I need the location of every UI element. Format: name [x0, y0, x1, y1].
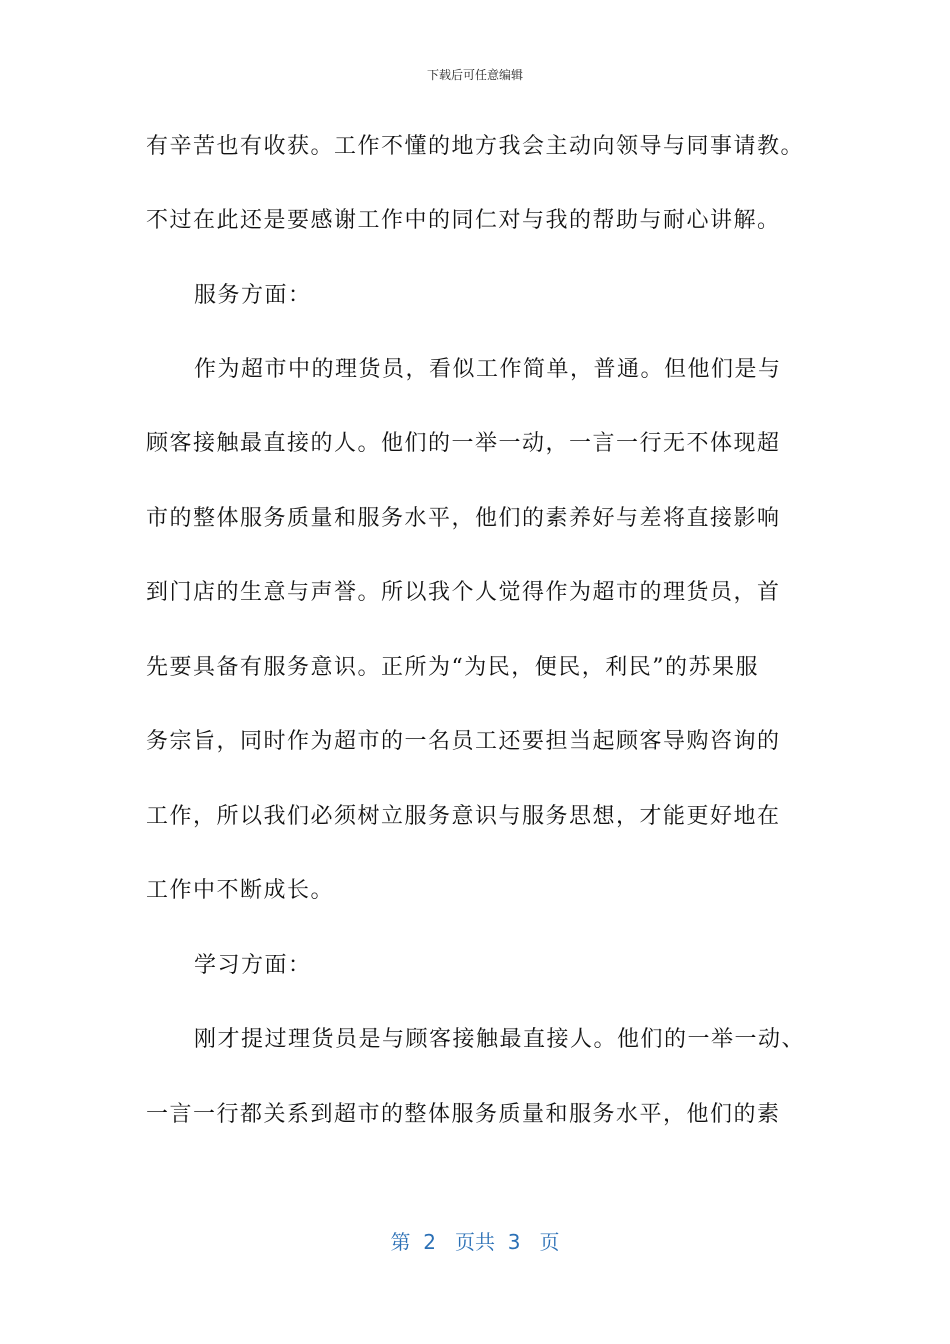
- section-heading-service: 服务方面：: [194, 283, 312, 308]
- text-line: 务宗旨，同时作为超市的一名员工还要担当起顾客导购咨询的: [146, 729, 781, 754]
- text-line: 到门店的生意与声誉。所以我个人觉得作为超市的理货员，首: [146, 580, 781, 605]
- text-line: 市的整体服务质量和服务水平，他们的素养好与差将直接影响: [146, 506, 781, 531]
- text-line: 工作，所以我们必须树立服务意识与服务思想，才能更好地在: [146, 804, 781, 829]
- text-line: 先要具备有服务意识。正所为“为民，便民，利民”的苏果服: [146, 655, 759, 680]
- text-line: 有辛苦也有收获。工作不懂的地方我会主动向领导与同事请教。: [146, 134, 805, 159]
- section-heading-study: 学习方面：: [194, 953, 312, 978]
- text-line: 刚才提过理货员是与顾客接触最直接人。他们的一举一动、: [194, 1027, 806, 1052]
- text-line: 作为超市中的理货员，看似工作简单，普通。但他们是与: [194, 357, 782, 382]
- page-number-footer: 第 2 页共 3 页: [390, 1230, 560, 1254]
- text-line: 工作中不断成长。: [146, 878, 335, 903]
- text-line: 一言一行都关系到超市的整体服务质量和服务水平，他们的素: [146, 1102, 781, 1127]
- text-line: 不过在此还是要感谢工作中的同仁对与我的帮助与耐心讲解。: [146, 208, 781, 233]
- text-line: 顾客接触最直接的人。他们的一举一动，一言一行无不体现超: [146, 431, 781, 456]
- page-header: 下载后可任意编辑: [426, 68, 523, 82]
